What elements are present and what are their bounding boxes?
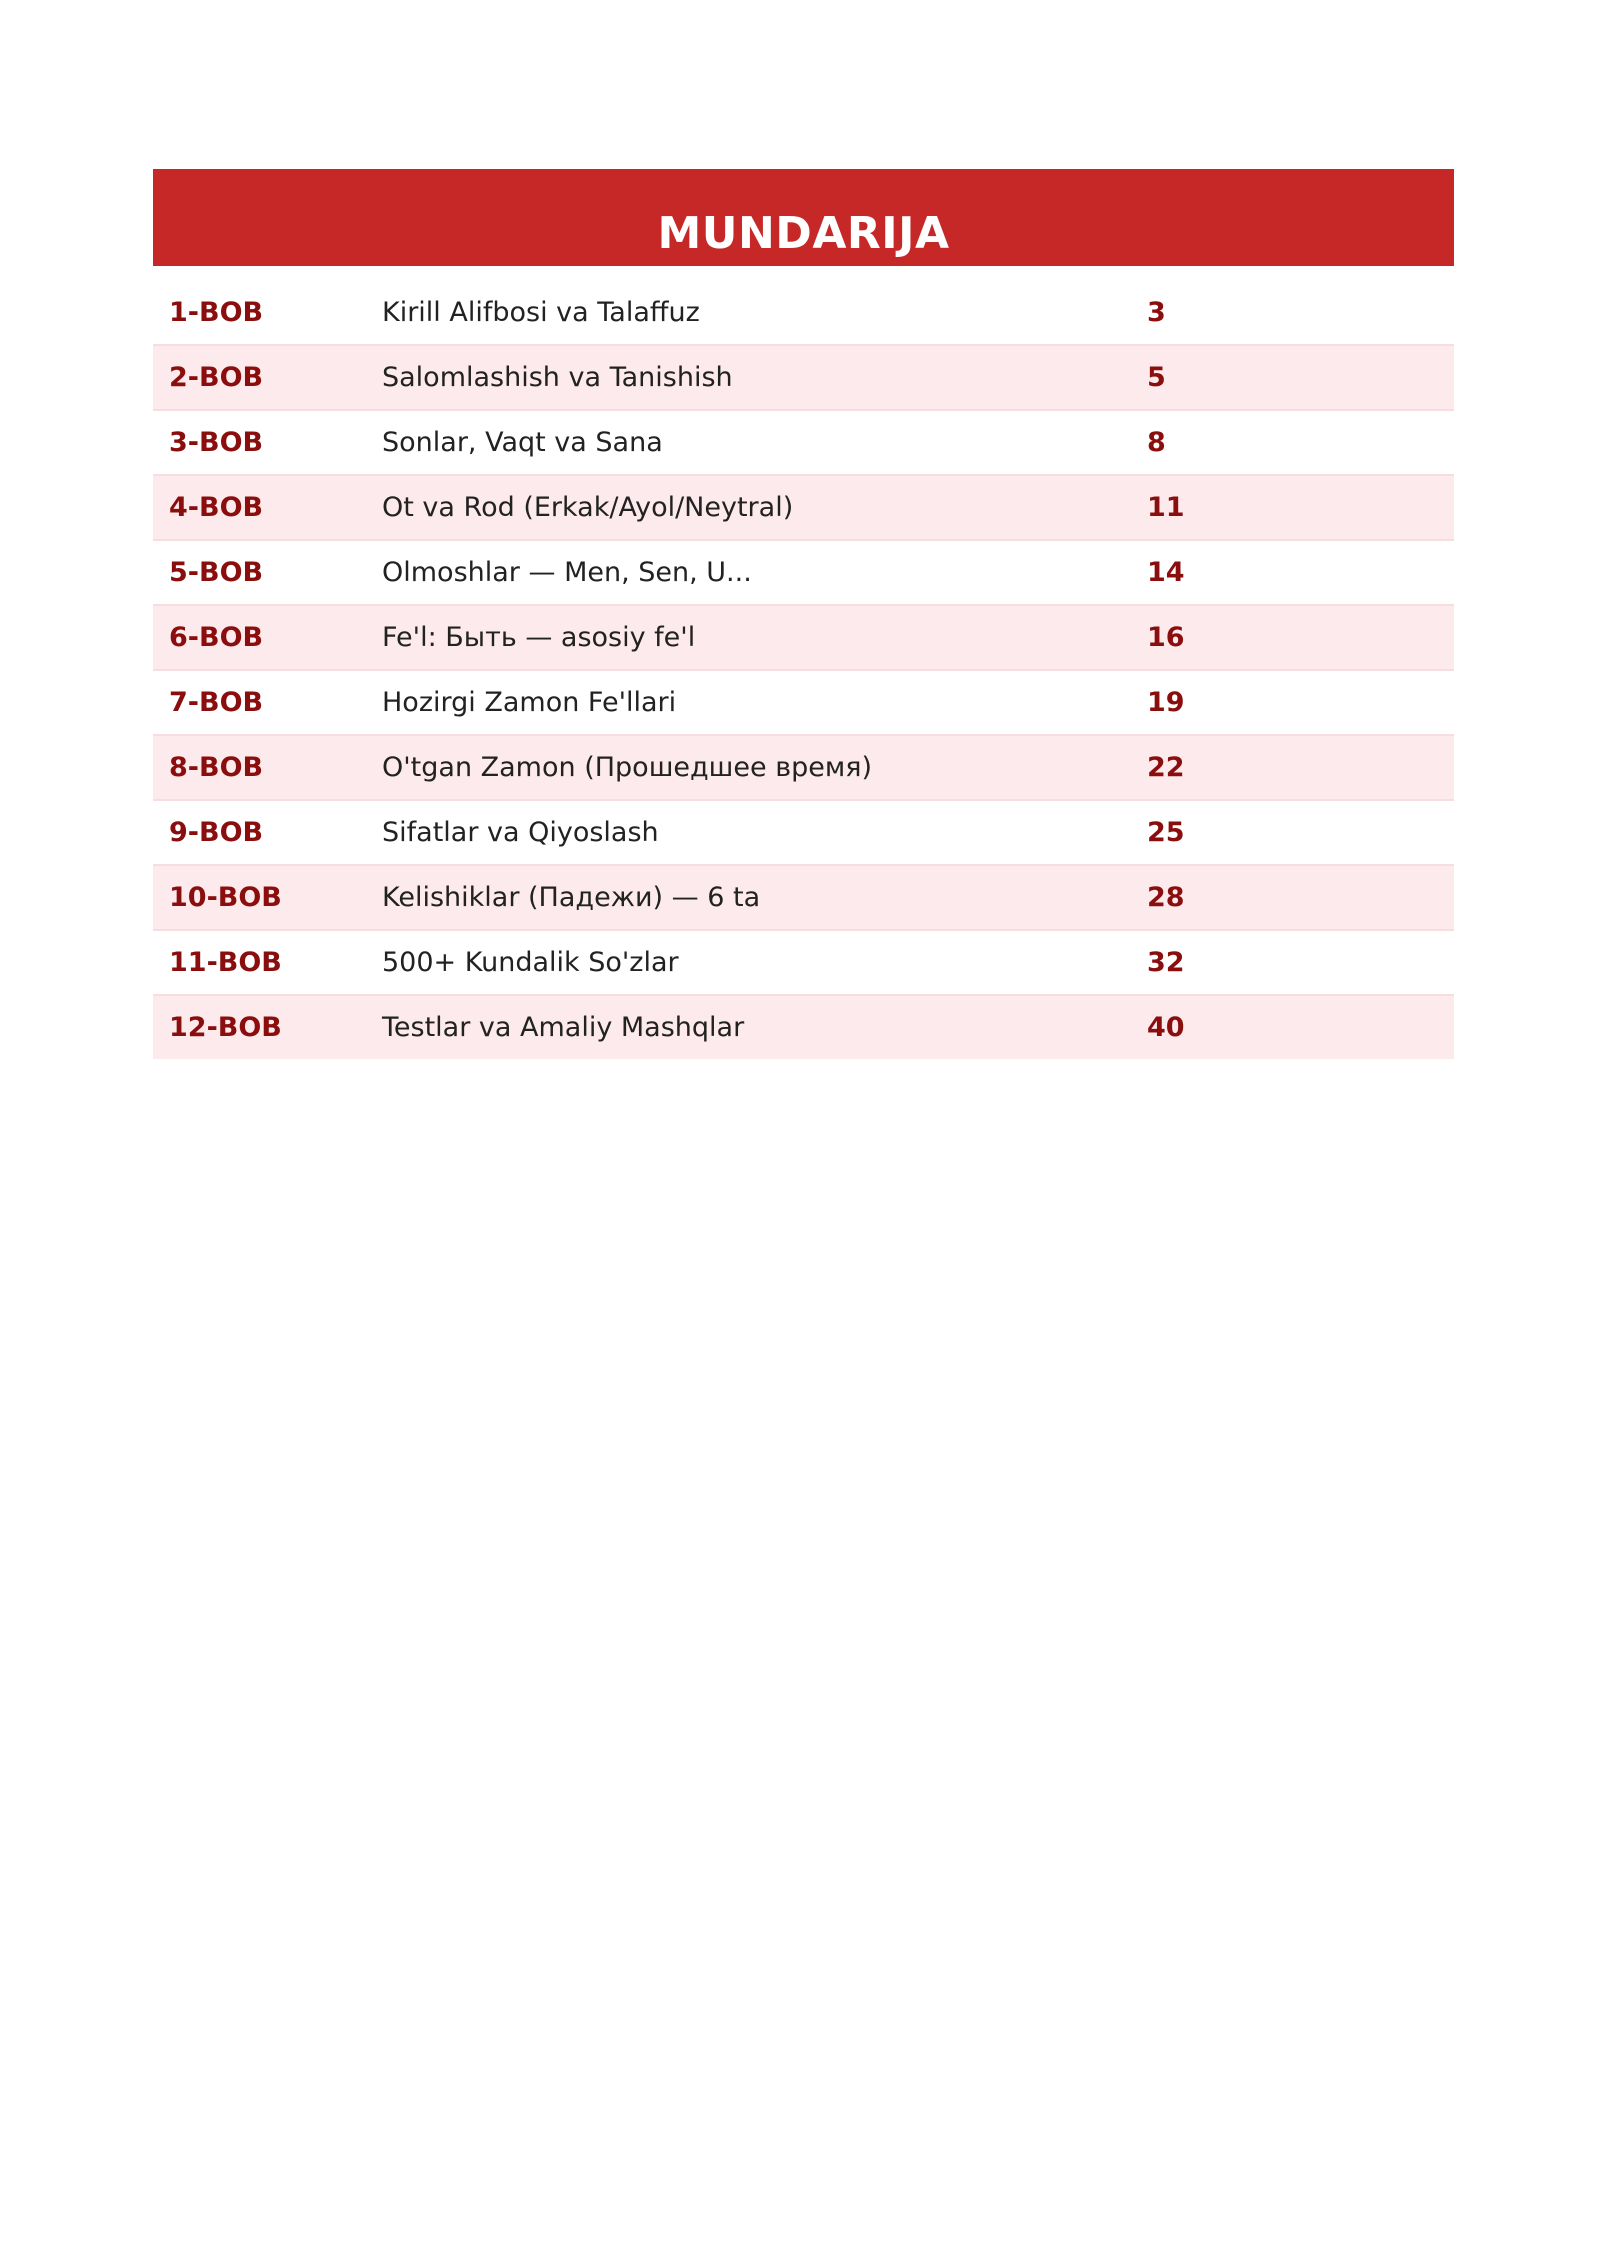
toc-row[interactable] — [153, 346, 1454, 411]
toc-row[interactable] — [153, 411, 1454, 476]
toc-row[interactable] — [153, 996, 1454, 1059]
toc-row[interactable] — [153, 281, 1454, 346]
page-number: 5 — [1147, 362, 1166, 393]
chapter-topic: Salomlashish va Tanishish — [382, 362, 733, 393]
chapter-label: 2-BOB — [169, 362, 264, 393]
toc-row[interactable] — [153, 866, 1454, 931]
chapter-topic: Olmoshlar — Men, Sen, U... — [382, 557, 752, 588]
chapter-label: 5-BOB — [169, 557, 264, 588]
chapter-label: 3-BOB — [169, 427, 264, 458]
toc-title: MUNDARIJA — [657, 208, 950, 259]
toc-row[interactable] — [153, 736, 1454, 801]
chapter-label: 8-BOB — [169, 752, 264, 783]
page-number: 28 — [1147, 882, 1185, 913]
toc-row[interactable] — [153, 541, 1454, 606]
toc-header — [153, 169, 1454, 266]
table-of-contents — [153, 169, 1454, 1059]
chapter-topic: Sonlar, Vaqt va Sana — [382, 427, 663, 458]
page-number: 16 — [1147, 622, 1185, 653]
chapter-label: 10-BOB — [169, 882, 282, 913]
chapter-topic: O'tgan Zamon (Прошедшее время) — [382, 752, 872, 783]
chapter-label: 12-BOB — [169, 1012, 282, 1043]
chapter-topic: Kelishiklar (Падежи) — 6 ta — [382, 882, 761, 913]
toc-row[interactable] — [153, 931, 1454, 996]
page-number: 40 — [1147, 1012, 1185, 1043]
page-number: 14 — [1147, 557, 1185, 588]
chapter-label: 6-BOB — [169, 622, 264, 653]
chapter-topic: Sifatlar va Qiyoslash — [382, 817, 659, 848]
chapter-topic: Hozirgi Zamon Fe'llari — [382, 687, 677, 718]
page-number: 3 — [1147, 297, 1166, 328]
toc-row[interactable] — [153, 801, 1454, 866]
page-number: 11 — [1147, 492, 1185, 523]
chapter-topic: Fe'l: Быть — asosiy fe'l — [382, 622, 696, 653]
toc-row[interactable] — [153, 606, 1454, 671]
chapter-label: 11-BOB — [169, 947, 282, 978]
chapter-label: 9-BOB — [169, 817, 264, 848]
page-number: 32 — [1147, 947, 1185, 978]
chapter-label: 1-BOB — [169, 297, 264, 328]
chapter-label: 7-BOB — [169, 687, 264, 718]
chapter-topic: Ot va Rod (Erkak/Ayol/Neytral) — [382, 492, 794, 523]
toc-row[interactable] — [153, 671, 1454, 736]
chapter-topic: 500+ Kundalik So'zlar — [382, 947, 679, 978]
page-number: 19 — [1147, 687, 1185, 718]
chapter-label: 4-BOB — [169, 492, 264, 523]
page-number: 8 — [1147, 427, 1166, 458]
header-gap — [153, 266, 1454, 281]
page-number: 22 — [1147, 752, 1185, 783]
toc-row[interactable] — [153, 476, 1454, 541]
page-number: 25 — [1147, 817, 1185, 848]
chapter-topic: Testlar va Amaliy Mashqlar — [382, 1012, 745, 1043]
toc-rows — [153, 281, 1454, 1059]
chapter-topic: Kirill Alifbosi va Talaffuz — [382, 297, 700, 328]
